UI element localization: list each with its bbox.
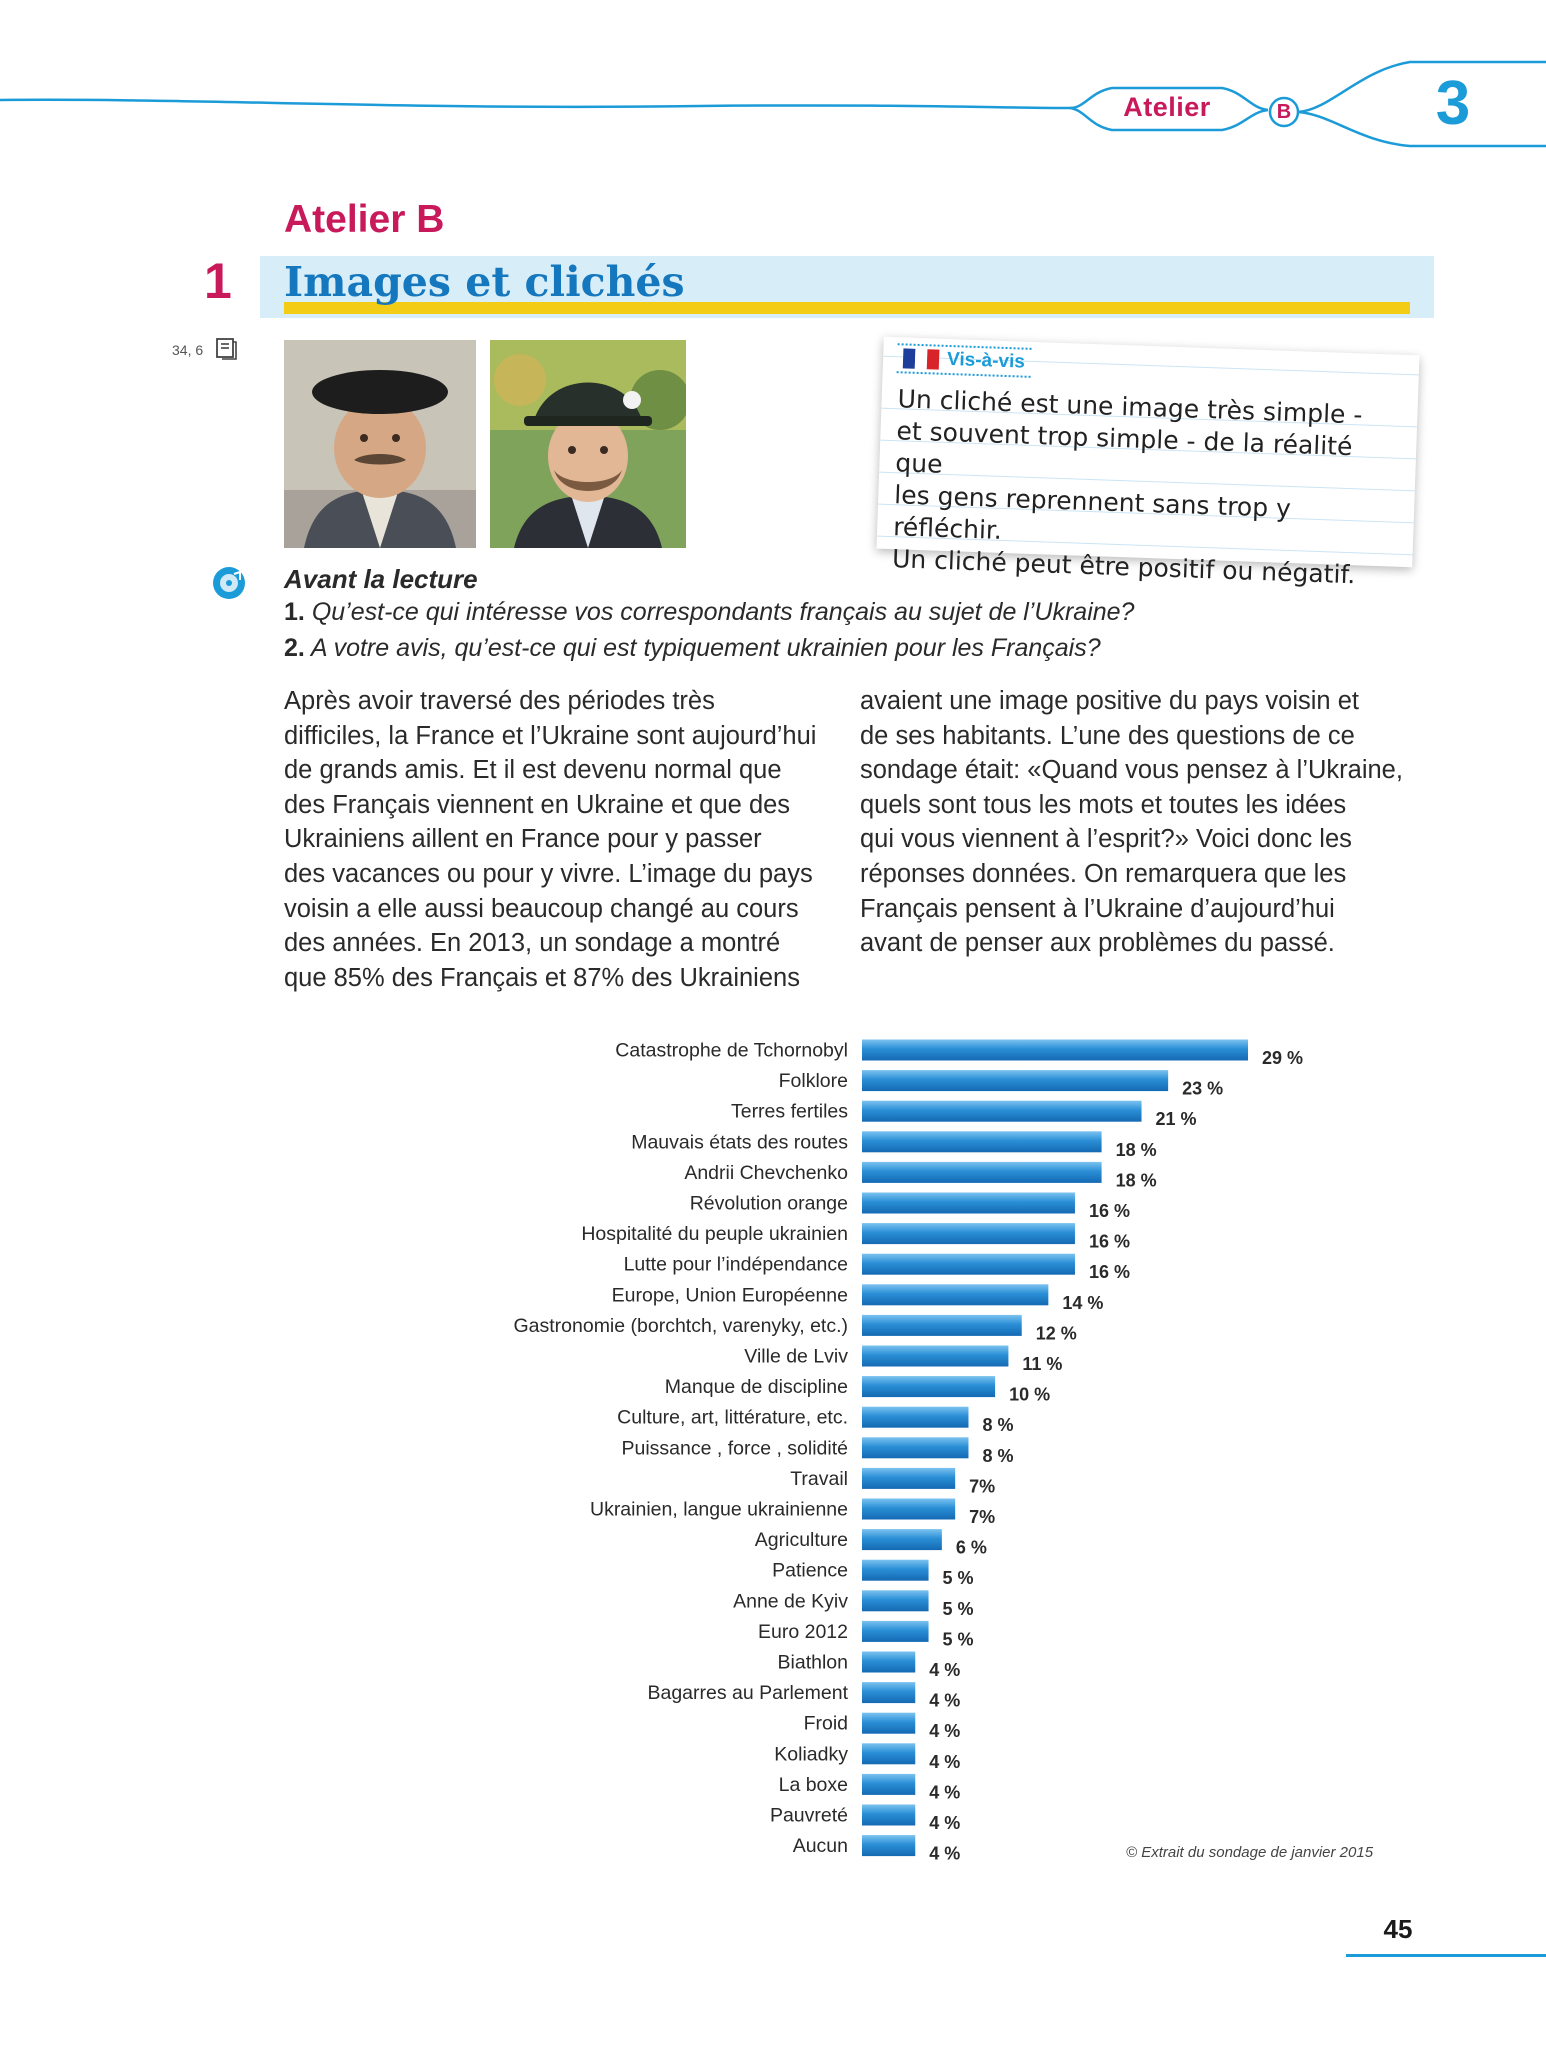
chart-category-label: Biathlon bbox=[777, 1651, 848, 1674]
chart-category-label: Manque de discipline bbox=[664, 1376, 848, 1399]
chart-bar bbox=[862, 1070, 1168, 1091]
vis-a-vis-line: les gens reprennent sans trop y réfléchir. bbox=[892, 480, 1292, 545]
chart-category-label: Folklore bbox=[778, 1070, 848, 1093]
chart-category-label: Bagarres au Parlement bbox=[647, 1682, 848, 1705]
chart-value-label: 21 % bbox=[1155, 1109, 1197, 1130]
source-note: © Extrait du sondage de janvier 2015 bbox=[1126, 1844, 1374, 1861]
chart-value-label: 5 % bbox=[942, 1568, 974, 1589]
chart-value-label: 7% bbox=[969, 1476, 996, 1497]
chart-value-label: 8 % bbox=[982, 1445, 1014, 1466]
unit-number: 3 bbox=[1435, 69, 1471, 138]
question-text: A votre avis, qu’est-ce qui est typiquement ukrainien pour les Français? bbox=[310, 634, 1101, 662]
chart-bar bbox=[862, 1652, 915, 1673]
chart-value-label: 16 % bbox=[1088, 1231, 1130, 1252]
question-text: Qu’est-ce qui intéresse vos correspondants français au sujet de l’Ukraine? bbox=[311, 598, 1135, 626]
body-line: des vacances ou pour y vivre. L’image du pays bbox=[284, 859, 813, 888]
body-line: voisin a elle aussi beaucoup changé au cours bbox=[284, 894, 799, 923]
chart-bar bbox=[862, 1131, 1102, 1152]
header-tab-label: Atelier bbox=[1123, 92, 1211, 122]
body-text-column-1 bbox=[284, 684, 846, 995]
atelier-title: Atelier B bbox=[284, 198, 445, 241]
chart-value-label: 14 % bbox=[1062, 1292, 1104, 1313]
chart-bar bbox=[862, 1468, 955, 1489]
chart-category-label: Travail bbox=[790, 1467, 848, 1490]
body-line: qui vous viennent à l’esprit?» Voici donc les bbox=[860, 825, 1352, 854]
chart-bar bbox=[862, 1805, 915, 1826]
body-line: avant de penser aux problèmes du passé. bbox=[860, 929, 1335, 958]
chart-value-label: 4 % bbox=[929, 1813, 961, 1833]
chart-category-label: Andrii Chevchenko bbox=[684, 1161, 848, 1184]
vis-a-vis-card bbox=[876, 337, 1419, 590]
chart-value-label: 5 % bbox=[942, 1629, 974, 1650]
chart-category-label: Révolution orange bbox=[689, 1192, 848, 1215]
chart-bar bbox=[862, 1407, 968, 1428]
prereading-question bbox=[284, 598, 1134, 627]
chart-category-label: Anne de Kyiv bbox=[733, 1590, 848, 1613]
reference-note: 34, 6 bbox=[172, 342, 204, 358]
chart-value-label: 29 % bbox=[1262, 1048, 1304, 1068]
french-flag-icon bbox=[903, 348, 940, 369]
chart-value-label: 10 % bbox=[1009, 1384, 1051, 1405]
body-line: de grands amis. Et il est devenu normal que bbox=[284, 756, 782, 785]
chart-category-label: Koliadky bbox=[774, 1743, 848, 1766]
chart-category-label: Patience bbox=[772, 1559, 848, 1582]
chart-bar bbox=[862, 1101, 1142, 1122]
chart-category-label: Euro 2012 bbox=[758, 1620, 848, 1643]
page-number: 45 bbox=[1383, 1914, 1413, 1944]
chart-category-label: La boxe bbox=[778, 1773, 848, 1796]
vis-a-vis-label bbox=[897, 343, 1032, 378]
chart-bar bbox=[862, 1774, 915, 1795]
chart-bar bbox=[862, 1499, 955, 1520]
chart-category-label: Catastrophe de Tchornobyl bbox=[615, 1039, 848, 1062]
chart-value-label: 4 % bbox=[929, 1721, 961, 1742]
body-line: avaient une image positive du pays voisin et bbox=[860, 687, 1359, 715]
prereading-question bbox=[284, 634, 1101, 663]
prereading-title: Avant la lecture bbox=[284, 564, 478, 594]
chart-category-label: Puissance , force , solidité bbox=[621, 1437, 848, 1460]
chart-bar bbox=[862, 1254, 1075, 1275]
question-number: 1. bbox=[284, 598, 305, 626]
chart-bar bbox=[862, 1560, 929, 1581]
chart-category-label: Pauvreté bbox=[769, 1804, 848, 1827]
chart-value-label: 18 % bbox=[1115, 1139, 1157, 1160]
chart-category-label: Gastronomie (borchtch, varenyky, etc.) bbox=[513, 1314, 848, 1337]
chart-bar bbox=[862, 1162, 1102, 1183]
chart-value-label: 8 % bbox=[982, 1415, 1014, 1436]
chart-bar bbox=[862, 1437, 968, 1458]
chart-category-label: Mauvais états des routes bbox=[631, 1131, 848, 1154]
chart-category-label: Europe, Union Européenne bbox=[611, 1284, 848, 1307]
chart-bar bbox=[862, 1346, 1008, 1367]
chart-value-label: 5 % bbox=[942, 1598, 974, 1619]
chart-value-label: 6 % bbox=[955, 1537, 987, 1558]
section-number: 1 bbox=[204, 253, 232, 309]
vis-a-vis-line: Un cliché est une image très simple - bbox=[897, 384, 1363, 430]
chart-category-label: Terres fertiles bbox=[730, 1100, 848, 1123]
header-decoration bbox=[0, 0, 1546, 160]
vis-a-vis-line: et souvent trop simple - de la réalité que bbox=[894, 416, 1353, 479]
chart-value-label: 4 % bbox=[929, 1660, 961, 1680]
body-text-column-2 bbox=[860, 684, 1420, 961]
chart-bar bbox=[862, 1682, 915, 1703]
chart-bar bbox=[862, 1040, 1248, 1061]
chart-bar bbox=[862, 1743, 915, 1764]
vis-a-vis-label-text: Vis-à-vis bbox=[946, 348, 1026, 373]
chart-value-label: 23 % bbox=[1182, 1078, 1224, 1099]
footer-rule bbox=[1346, 1954, 1546, 1957]
chart-value-label: 11 % bbox=[1022, 1354, 1063, 1374]
chart-category-label: Ukrainien, langue ukrainienne bbox=[589, 1498, 848, 1521]
chart-bar bbox=[862, 1835, 915, 1856]
chart-category-label: Aucun bbox=[792, 1835, 848, 1858]
chart-value-label: 12 % bbox=[1035, 1323, 1077, 1344]
chart-value-label: 16 % bbox=[1088, 1201, 1130, 1221]
body-line: sondage était: «Quand vous pensez à l’Ukraine, bbox=[860, 756, 1403, 785]
chart-bar bbox=[862, 1621, 929, 1642]
photo-man-with-alpine-hat bbox=[490, 340, 686, 548]
chart-category-label: Culture, art, littérature, etc. bbox=[617, 1406, 848, 1429]
book-icon bbox=[214, 336, 238, 360]
chart-bar bbox=[862, 1193, 1075, 1214]
body-line: des Français viennent en Ukraine et que des bbox=[284, 790, 791, 819]
body-line: réponses données. On remarquera que les bbox=[860, 859, 1347, 888]
chart-value-label: 4 % bbox=[929, 1843, 961, 1864]
body-line: Après avoir traversé des périodes très bbox=[284, 687, 715, 715]
survey-bar-chart bbox=[0, 1036, 1546, 1876]
chart-category-label: Lutte pour l’indépendance bbox=[623, 1253, 848, 1276]
chart-value-label: 16 % bbox=[1088, 1262, 1130, 1283]
photo-man-with-beret bbox=[284, 340, 476, 548]
chart-category-label: Hospitalité du peuple ukrainien bbox=[581, 1223, 848, 1246]
body-line: Français pensent à l’Ukraine d’aujourd’hui bbox=[860, 894, 1335, 923]
chart-category-label: Ville de Lviv bbox=[744, 1345, 848, 1368]
question-number: 2. bbox=[284, 634, 305, 662]
body-line: difficiles, la France et l’Ukraine sont aujourd’hui bbox=[284, 721, 817, 750]
body-line: des années. En 2013, un sondage a montré bbox=[284, 929, 781, 958]
chart-category-label: Agriculture bbox=[754, 1529, 848, 1552]
chart-bar bbox=[862, 1529, 942, 1550]
chart-value-label: 4 % bbox=[929, 1690, 961, 1711]
vis-a-vis-line: Un cliché peut être positif ou négatif. bbox=[891, 544, 1356, 590]
chart-bar bbox=[862, 1713, 915, 1734]
chart-value-label: 4 % bbox=[929, 1782, 961, 1803]
chart-value-label: 4 % bbox=[929, 1751, 961, 1772]
chart-bar bbox=[862, 1590, 929, 1611]
body-line: Ukrainiens aillent en France pour y passer bbox=[284, 825, 762, 854]
chart-value-label: 18 % bbox=[1115, 1170, 1157, 1191]
audio-cd-icon[interactable] bbox=[212, 566, 246, 600]
header-wave-line bbox=[0, 100, 1070, 108]
body-line: de ses habitants. L’une des questions de ce bbox=[860, 721, 1355, 750]
page-heading: Images et clichés bbox=[284, 258, 685, 306]
chart-value-label: 7% bbox=[969, 1507, 996, 1527]
chart-bar bbox=[862, 1284, 1048, 1305]
chart-bar bbox=[862, 1376, 995, 1397]
vis-a-vis-text bbox=[892, 383, 1408, 593]
body-line: quels sont tous les mots et toutes les idées bbox=[860, 790, 1347, 819]
chart-bar bbox=[862, 1223, 1075, 1244]
header-tab-letter: B bbox=[1276, 101, 1292, 123]
chart-category-label: Froid bbox=[803, 1712, 848, 1735]
body-line: que 85% des Français et 87% des Ukrainiens bbox=[284, 963, 800, 992]
chart-bar bbox=[862, 1315, 1022, 1336]
